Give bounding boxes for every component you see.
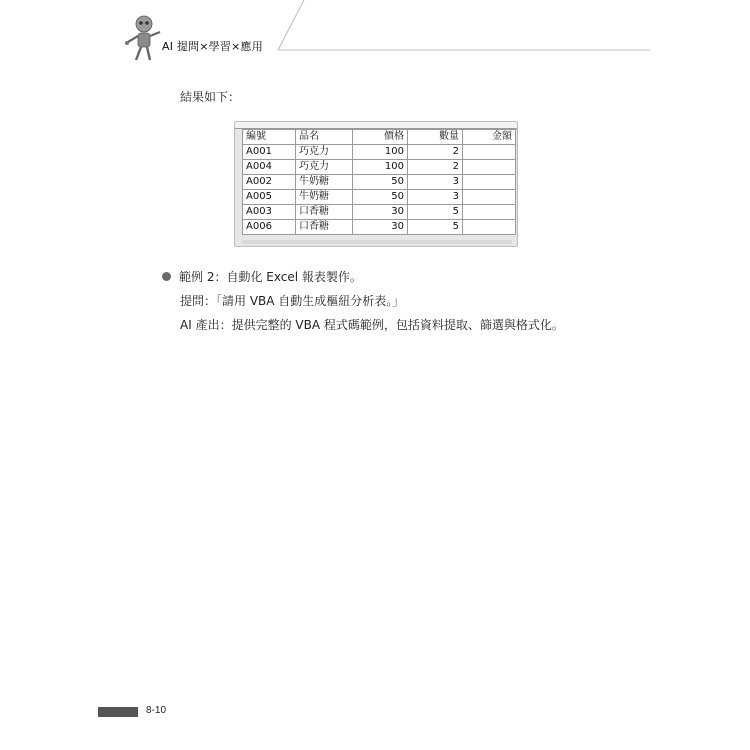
example-heading [162, 268, 362, 285]
running-header-title: AI 提問×學習×應用 [162, 40, 263, 53]
table-cell: A003 [243, 205, 296, 220]
table-cell: 50 [353, 175, 408, 190]
table-cell: 30 [353, 205, 408, 220]
header-divider [0, 0, 750, 60]
table-cell: 50 [353, 190, 408, 205]
footer-bar [98, 707, 138, 717]
table-cell: A006 [243, 220, 296, 235]
table-cell: 3 [408, 175, 463, 190]
table-cell: 口香糖 [296, 205, 353, 220]
data-table [242, 129, 516, 235]
table-header-row [243, 130, 516, 145]
table-cell: 巧克力 [296, 145, 353, 160]
spreadsheet-screenshot [234, 121, 518, 247]
table-cell [463, 160, 516, 175]
page-number: 8-10 [146, 705, 167, 716]
spreadsheet-top-edge [235, 122, 517, 129]
table-row [243, 160, 516, 175]
column-header: 價格 [353, 130, 408, 145]
table-cell: 巧克力 [296, 160, 353, 175]
table-cell: A004 [243, 160, 296, 175]
table-cell: 牛奶糖 [296, 190, 353, 205]
table-cell [463, 190, 516, 205]
table-row [243, 220, 516, 235]
spreadsheet-bottom-edge [242, 240, 512, 244]
robot-mascot-icon [124, 14, 164, 64]
table-cell: 2 [408, 160, 463, 175]
example-output: AI 產出：提供完整的 VBA 程式碼範例，包括資料提取、篩選與格式化。 [180, 318, 564, 332]
bullet-icon [162, 272, 171, 281]
table-row [243, 190, 516, 205]
table-cell [463, 205, 516, 220]
example-prompt: 提問：「請用 VBA 自動生成樞紐分析表。」 [180, 294, 405, 308]
table-cell [463, 220, 516, 235]
column-header: 編號 [243, 130, 296, 145]
table-cell: 5 [408, 220, 463, 235]
column-header: 數量 [408, 130, 463, 145]
table-cell: A001 [243, 145, 296, 160]
table-cell [463, 175, 516, 190]
table-cell: A002 [243, 175, 296, 190]
table-cell: 口香糖 [296, 220, 353, 235]
column-header: 金額 [463, 130, 516, 145]
table-cell: 30 [353, 220, 408, 235]
table-cell [463, 145, 516, 160]
table-row [243, 145, 516, 160]
intro-text: 結果如下： [180, 90, 241, 104]
table-cell: 100 [353, 160, 408, 175]
table-row [243, 205, 516, 220]
table-cell: 2 [408, 145, 463, 160]
table-cell: 3 [408, 190, 463, 205]
example-heading-text: 範例 2：自動化 Excel 報表製作。 [179, 270, 362, 284]
column-header: 品名 [296, 130, 353, 145]
table-cell: 100 [353, 145, 408, 160]
table-row [243, 175, 516, 190]
table-cell: 牛奶糖 [296, 175, 353, 190]
table-cell: A005 [243, 190, 296, 205]
table-cell: 5 [408, 205, 463, 220]
